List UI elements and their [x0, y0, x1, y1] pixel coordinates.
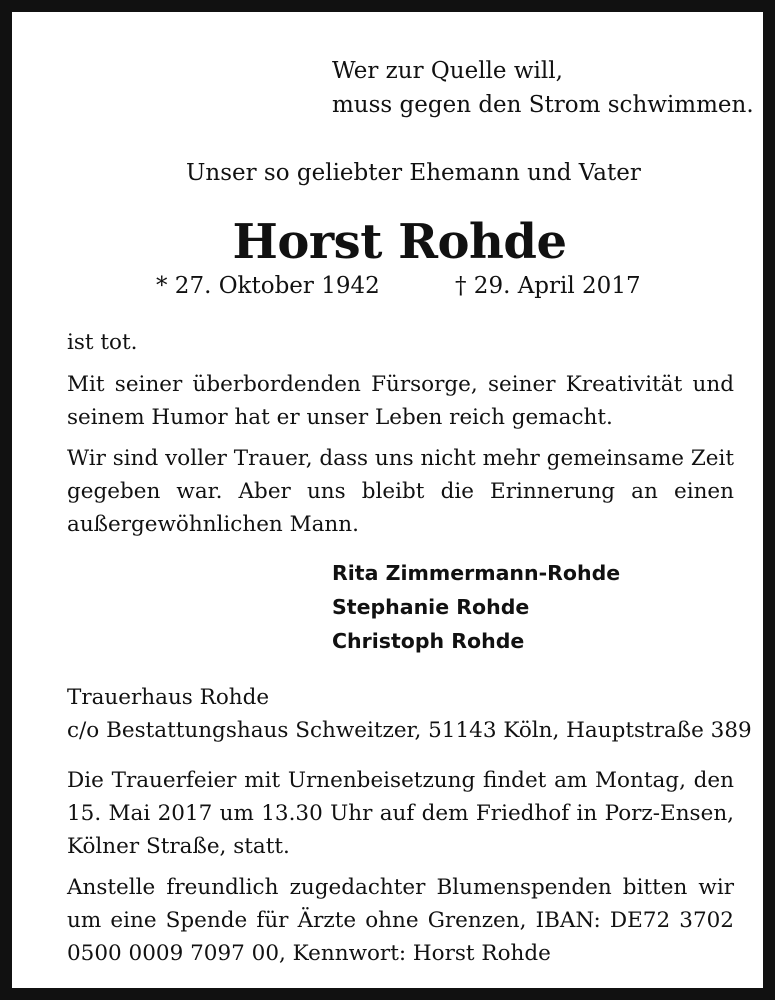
- mourning-house: [67, 681, 752, 747]
- ceremony-notice: Die Trauerfeier mit Urnenbeisetzung findet am Montag, den 15. Mai 2017 um 13.30 Uhr auf dem Friedhof in Porz-Ensen, Kölner Straße, statt.: [67, 768, 734, 859]
- donation-notice: Anstelle freundlich zugedachter Blumenspenden bitten wir um eine Spende für Ärzte ohne Grenzen, IBAN: DE72 3702 0500 0009 7097 00, Kennwort: Horst Rohde: [67, 875, 734, 966]
- death-date: † 29. April 2017: [455, 273, 641, 299]
- intro-line: Unser so geliebter Ehemann und Vater: [186, 160, 641, 186]
- signers-list: [332, 556, 620, 658]
- motto-line-1: Wer zur Quelle will,: [332, 58, 563, 84]
- signer-name: Stephanie Rohde: [332, 595, 530, 619]
- motto: [332, 54, 754, 122]
- birth-date: * 27. Oktober 1942: [156, 273, 380, 299]
- paragraph-1: ist tot.: [67, 330, 138, 355]
- signer-name: Rita Zimmermann-Rohde: [332, 561, 621, 585]
- paragraph-3: Wir sind voller Trauer, dass uns nicht mehr gemeinsame Zeit gegeben war. Aber uns bleibt die Erinnerung an einen außergewöhnlichen Mann.: [67, 446, 734, 537]
- mourning-house-address: c/o Bestattungshaus Schweitzer, 51143 Köln, Hauptstraße 389: [67, 718, 752, 743]
- motto-line-2: muss gegen den Strom schwimmen.: [332, 92, 754, 118]
- deceased-name: Horst Rohde: [232, 214, 567, 270]
- signer-name: Christoph Rohde: [332, 629, 525, 653]
- paragraph-2: Mit seiner überbordenden Fürsorge, seiner Kreativität und seinem Humor hat er unser Leben reich gemacht.: [67, 372, 734, 430]
- mourning-house-name: Trauerhaus Rohde: [67, 685, 270, 710]
